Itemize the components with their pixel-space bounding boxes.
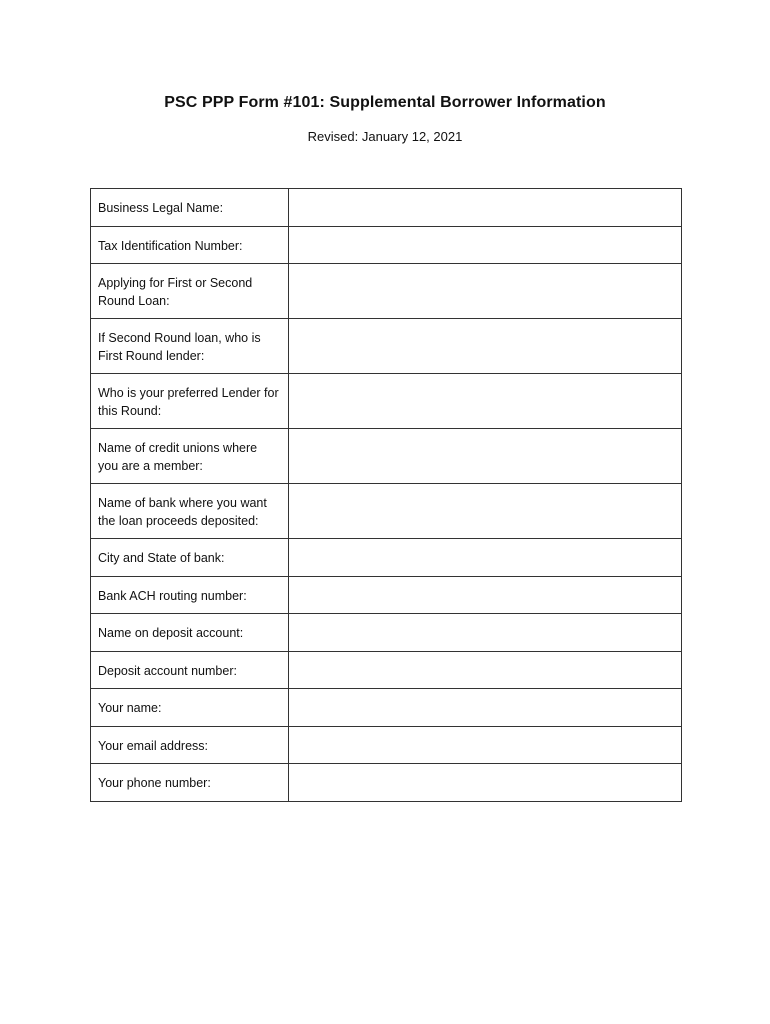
- deposit-bank-cell: [289, 484, 682, 539]
- table-row: [91, 614, 682, 652]
- table-row: [91, 319, 682, 374]
- table-row: [91, 539, 682, 577]
- ach-routing-cell: [289, 576, 682, 614]
- bank-city-state-cell: [289, 539, 682, 577]
- table-row: [91, 651, 682, 689]
- field-label-bank-city-state: City and State of bank:: [91, 539, 289, 577]
- phone-input[interactable]: [289, 764, 681, 786]
- first-round-lender-input[interactable]: [289, 319, 681, 341]
- field-label-email: Your email address:: [91, 726, 289, 764]
- table-row: [91, 226, 682, 264]
- table-row: [91, 726, 682, 764]
- table-row: [91, 576, 682, 614]
- field-label-account-number: Deposit account number:: [91, 651, 289, 689]
- field-label-your-name: Your name:: [91, 689, 289, 727]
- field-label-tax-id: Tax Identification Number:: [91, 226, 289, 264]
- your-name-cell: [289, 689, 682, 727]
- email-input[interactable]: [289, 727, 681, 749]
- table-row: [91, 764, 682, 802]
- credit-unions-input[interactable]: [289, 429, 681, 451]
- ach-routing-input[interactable]: [289, 577, 681, 599]
- account-number-cell: [289, 651, 682, 689]
- tax-id-cell: [289, 226, 682, 264]
- table-row: [91, 264, 682, 319]
- business-legal-name-cell: [289, 189, 682, 227]
- table-row: [91, 484, 682, 539]
- tax-id-input[interactable]: [289, 227, 681, 249]
- borrower-info-table: [90, 188, 682, 802]
- field-label-account-name: Name on deposit account:: [91, 614, 289, 652]
- email-cell: [289, 726, 682, 764]
- credit-unions-cell: [289, 429, 682, 484]
- field-label-credit-unions: Name of credit unions where you are a member:: [91, 429, 289, 484]
- preferred-lender-cell: [289, 374, 682, 429]
- field-label-deposit-bank: Name of bank where you want the loan proceeds deposited:: [91, 484, 289, 539]
- deposit-bank-input[interactable]: [289, 484, 681, 506]
- account-number-input[interactable]: [289, 652, 681, 674]
- field-label-ach-routing: Bank ACH routing number:: [91, 576, 289, 614]
- field-label-phone: Your phone number:: [91, 764, 289, 802]
- business-legal-name-input[interactable]: [289, 189, 681, 211]
- revised-date: Revised: January 12, 2021: [307, 129, 463, 144]
- account-name-cell: [289, 614, 682, 652]
- round-type-input[interactable]: [289, 264, 681, 286]
- page-title: PSC PPP Form #101: Supplemental Borrower Information: [164, 94, 606, 111]
- field-label-preferred-lender: Who is your preferred Lender for this Round:: [91, 374, 289, 429]
- field-label-round-type: Applying for First or Second Round Loan:: [91, 264, 289, 319]
- round-type-cell: [289, 264, 682, 319]
- preferred-lender-input[interactable]: [289, 374, 681, 396]
- your-name-input[interactable]: [289, 689, 681, 711]
- field-label-first-round-lender: If Second Round loan, who is First Round lender:: [91, 319, 289, 374]
- bank-city-state-input[interactable]: [289, 539, 681, 561]
- table-row: [91, 189, 682, 227]
- phone-cell: [289, 764, 682, 802]
- account-name-input[interactable]: [289, 614, 681, 636]
- table-row: [91, 429, 682, 484]
- table-row: [91, 689, 682, 727]
- first-round-lender-cell: [289, 319, 682, 374]
- field-label-business-legal-name: Business Legal Name:: [91, 189, 289, 227]
- table-row: [91, 374, 682, 429]
